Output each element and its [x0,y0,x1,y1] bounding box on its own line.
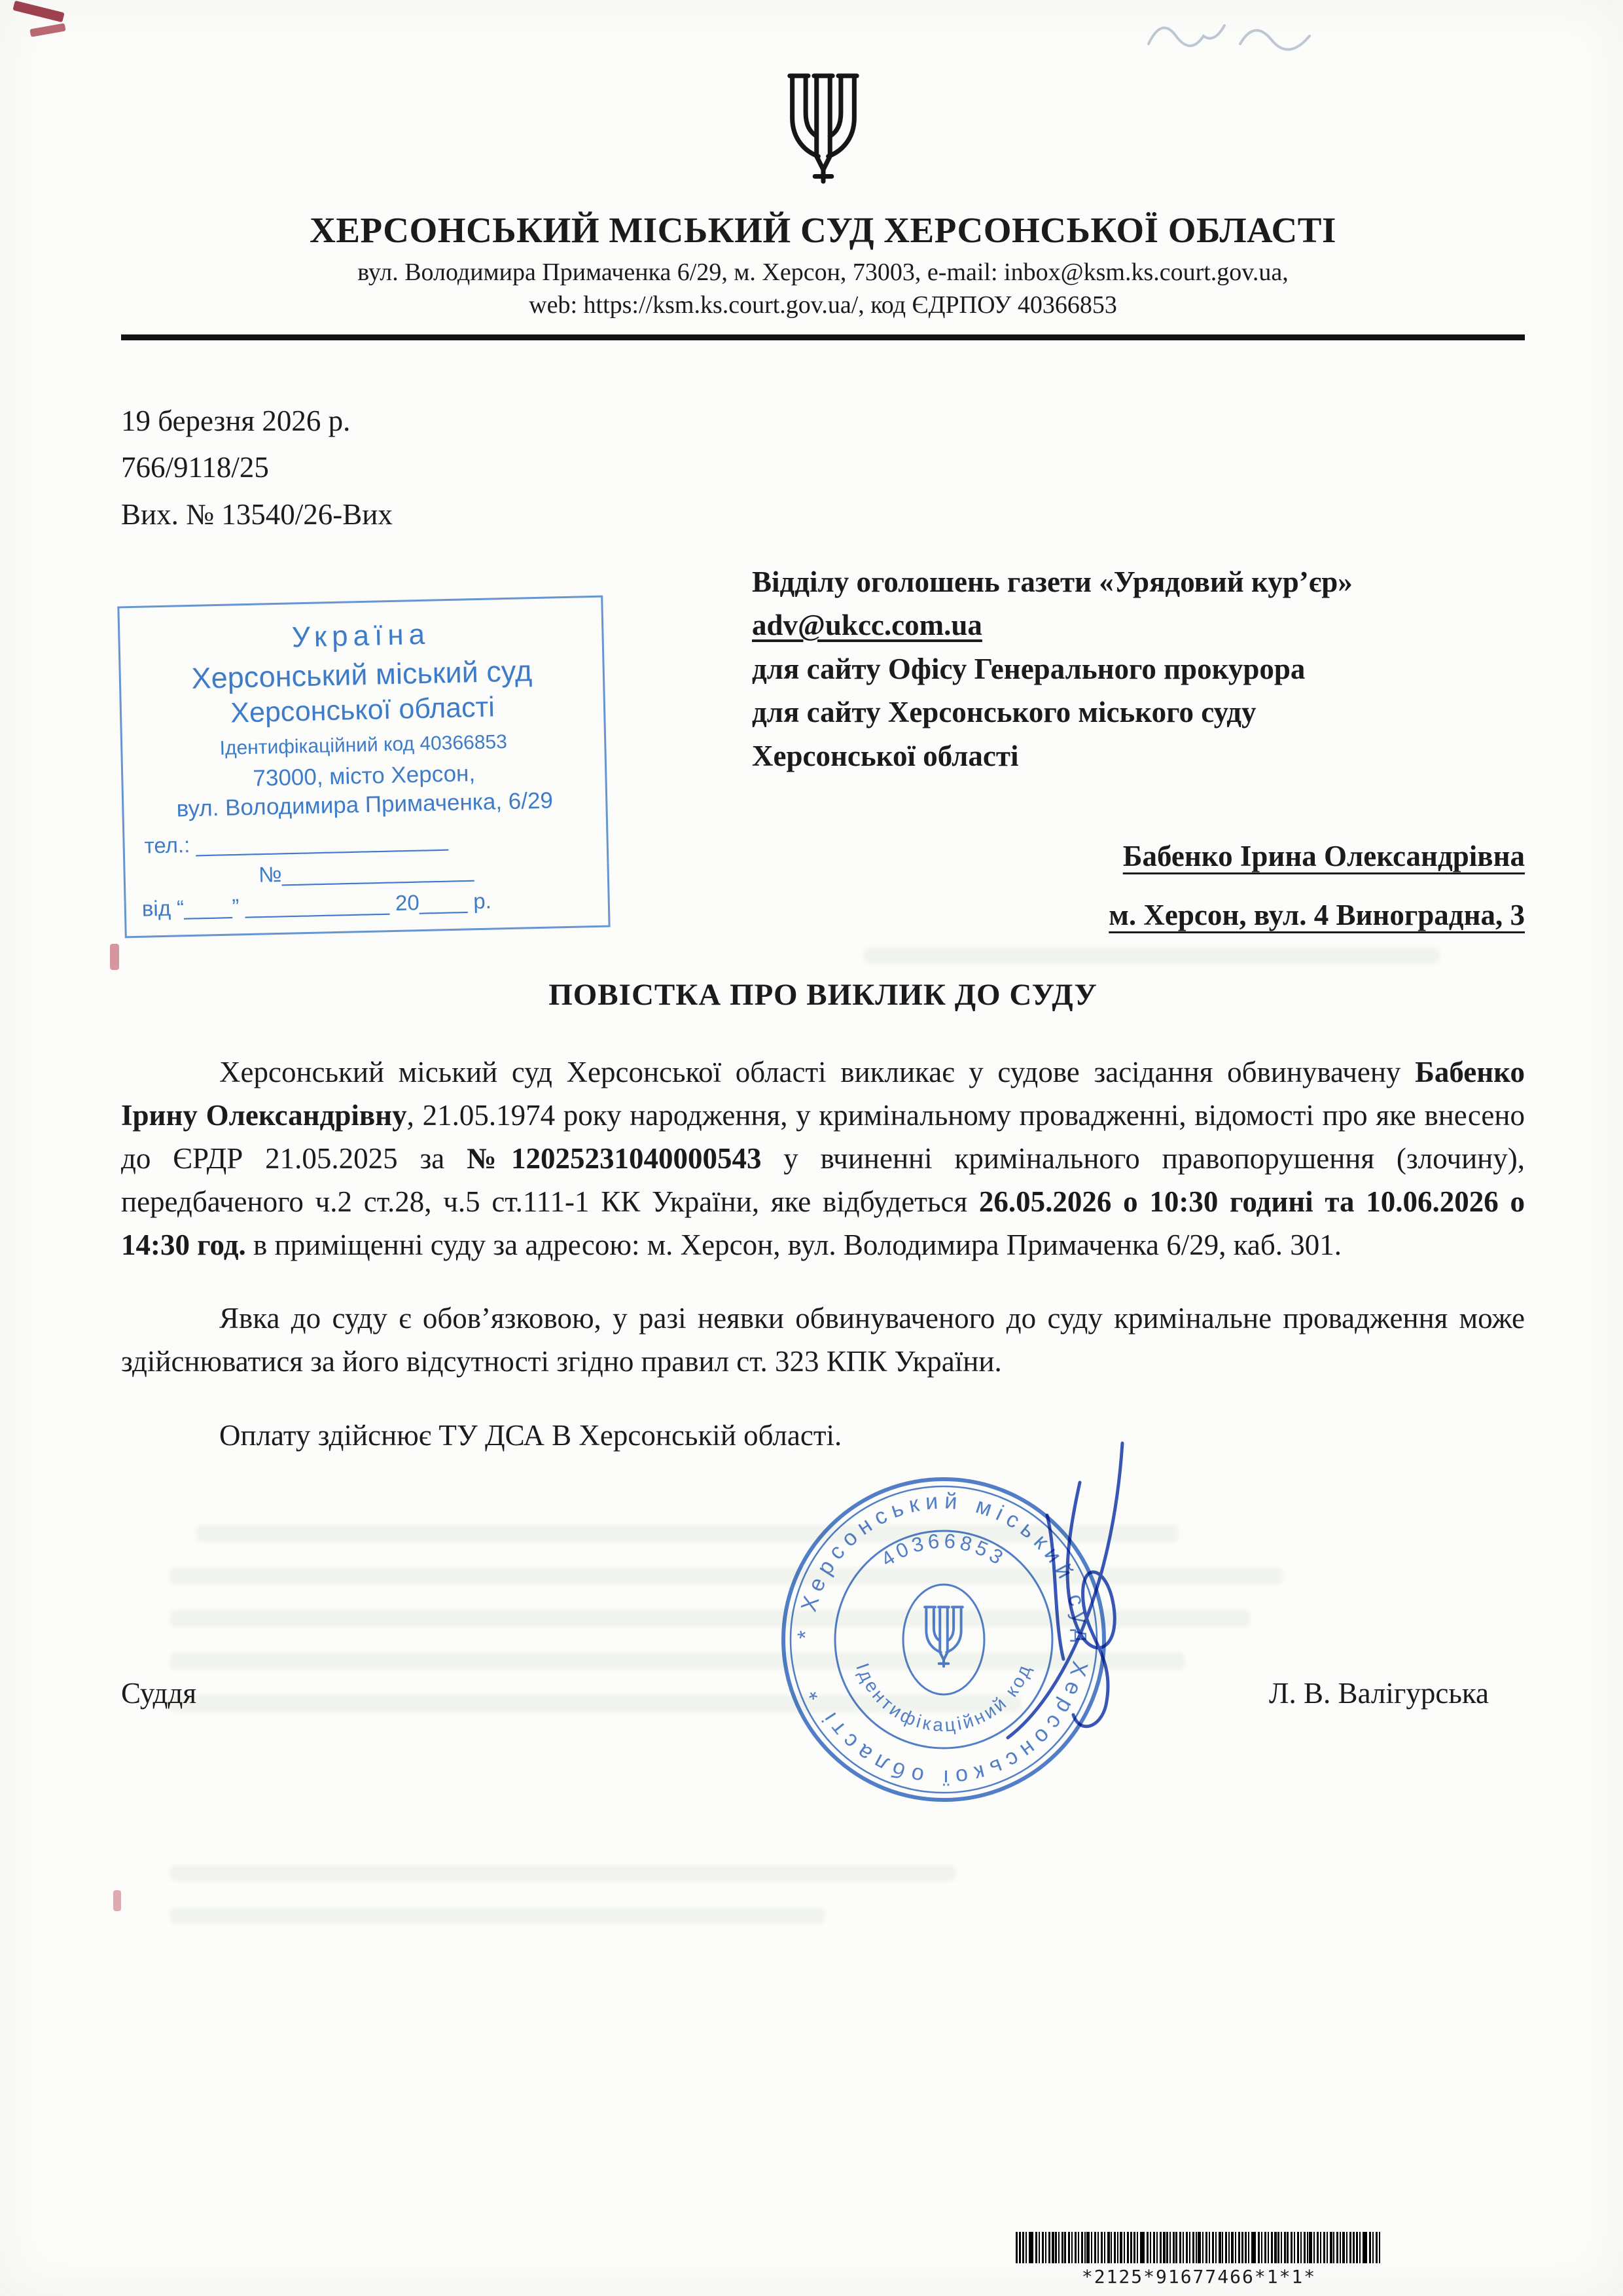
ukraine-trident-emblem [121,71,1525,192]
barcode-text: *2125*91677466*1*1* [1081,2266,1317,2287]
seal-trident-icon [925,1607,963,1666]
stamp-street: вул. Володимира Примаченка, 6/29 [176,787,554,822]
addressee-block [752,827,1525,944]
court-address-line1: вул. Володимира Примаченка 6/29, м. Херсон, 73003, e-mail: inbox@ksm.ks.court.gov.ua, [357,259,1289,286]
stamp-date-line: від “____” ____________ 20____ р. [141,888,492,921]
letterhead [121,71,1525,340]
seal-id-text: Ідентифікаційний код [852,1660,1036,1736]
judge-signature-ink [982,1424,1191,1767]
case-number: 766/9118/25 [121,451,269,484]
outgoing-number: Вих. № 13540/26-Вих [121,497,393,531]
stamp-tel-line: тел.: _____________________ [144,826,449,858]
stamp-court-line2: Херсонської області [230,691,495,729]
addressee-name: Бабенко Ірина Олександрівна [1122,839,1525,872]
stamp-postal: 73000, місто Херсон, [253,760,476,791]
stamp-id-code: Ідентифікаційний код 40366853 [219,730,508,759]
document-title: ПОВІСТКА ПРО ВИКЛИК ДО СУДУ [548,977,1097,1012]
recipients-block [752,560,1525,778]
court-address-line2: web: https://ksm.ks.court.gov.ua/, код ЄДРПОУ 40366853 [529,291,1117,319]
barcode-bars [1016,2232,1382,2263]
recipient-line-newspaper: Відділу оголошень газети «Урядовий кур’єр» [752,565,1353,598]
document-date: 19 березня 2026 р. [121,404,351,438]
court-address [121,256,1525,321]
recipient-line-region: Херсонської області [752,739,1019,772]
p1-text-1: Херсонський міський суд Херсонської області викликає у судове засідання обвинувачену [219,1055,1416,1088]
summons-paragraph-1 [121,1050,1525,1267]
erdr-number: №12025231040000543 [467,1141,762,1175]
judge-label: Суддя [121,1676,197,1710]
scan-artifact-red-mark [113,1890,121,1911]
document-meta [121,398,1525,537]
summons-paragraph-3: Оплату здійснює ТУ ДСА В Херсонській області. [219,1418,842,1452]
seal-ring-text: * Херсонський міський суд Херсонської області * [793,1488,1095,1791]
accused-name: Бабенко Ірину Олександрівну [121,1055,1525,1132]
addressee-address: м. Херсон, вул. 4 Виноградна, 3 [1109,898,1525,931]
p1-text-4: в приміщенні суду за адресою: м. Херсон, вул. Володимира Примаченка 6/29, каб. 301. [245,1229,1342,1262]
stamp-number-line: №________________ [258,857,474,887]
bleedthrough-artifact [170,1908,825,1924]
hearing-dates: 26.05.2026 о 10:30 годині та 10.06.2026 о 14:30 год. [121,1185,1525,1262]
trident-icon [781,71,865,192]
court-name-title: ХЕРСОНСЬКИЙ МІСЬКИЙ СУД ХЕРСОНСЬКОЇ ОБЛАСТІ [310,210,1336,250]
stamp-and-recipients-row [121,560,1525,944]
recipients-column [607,560,1525,944]
summons-paragraph-2: Явка до суду є обов’язковою, у разі неявки обвинуваченого до суду кримінальне провадження може здійснюватися за його відсутності згідно правил ст. 323 КПК України. [121,1302,1525,1378]
barcode-block [1016,2232,1382,2287]
court-rectangular-stamp [117,595,610,938]
stamp-country: Україна [291,618,431,654]
recipient-line-court-site: для сайту Херсонського міського суду [752,696,1257,729]
p1-text-3: у вчиненні кримінального правопорушення (злочину), передбаченого ч.2 ст.28, ч.5 ст.111-1 КК України, яке відбудеться [121,1141,1525,1218]
p1-text-2: , 21.05.1974 року народження, у кримінальному провадженні, відомості про яке внесено до ЄРДР 21.05.2025 за [121,1098,1525,1175]
bleedthrough-artifact [170,1865,955,1881]
recipient-email: adv@ukcc.com.ua [752,609,982,642]
stamp-court-line1: Херсонський міський суд [191,653,533,695]
letterhead-divider [121,334,1525,340]
judge-name: Л. В. Валігурська [1269,1676,1489,1710]
recipient-line-prosecutor-site: для сайту Офісу Генерального прокурора [752,652,1306,685]
seal-id-number: 40366853 [877,1529,1010,1571]
